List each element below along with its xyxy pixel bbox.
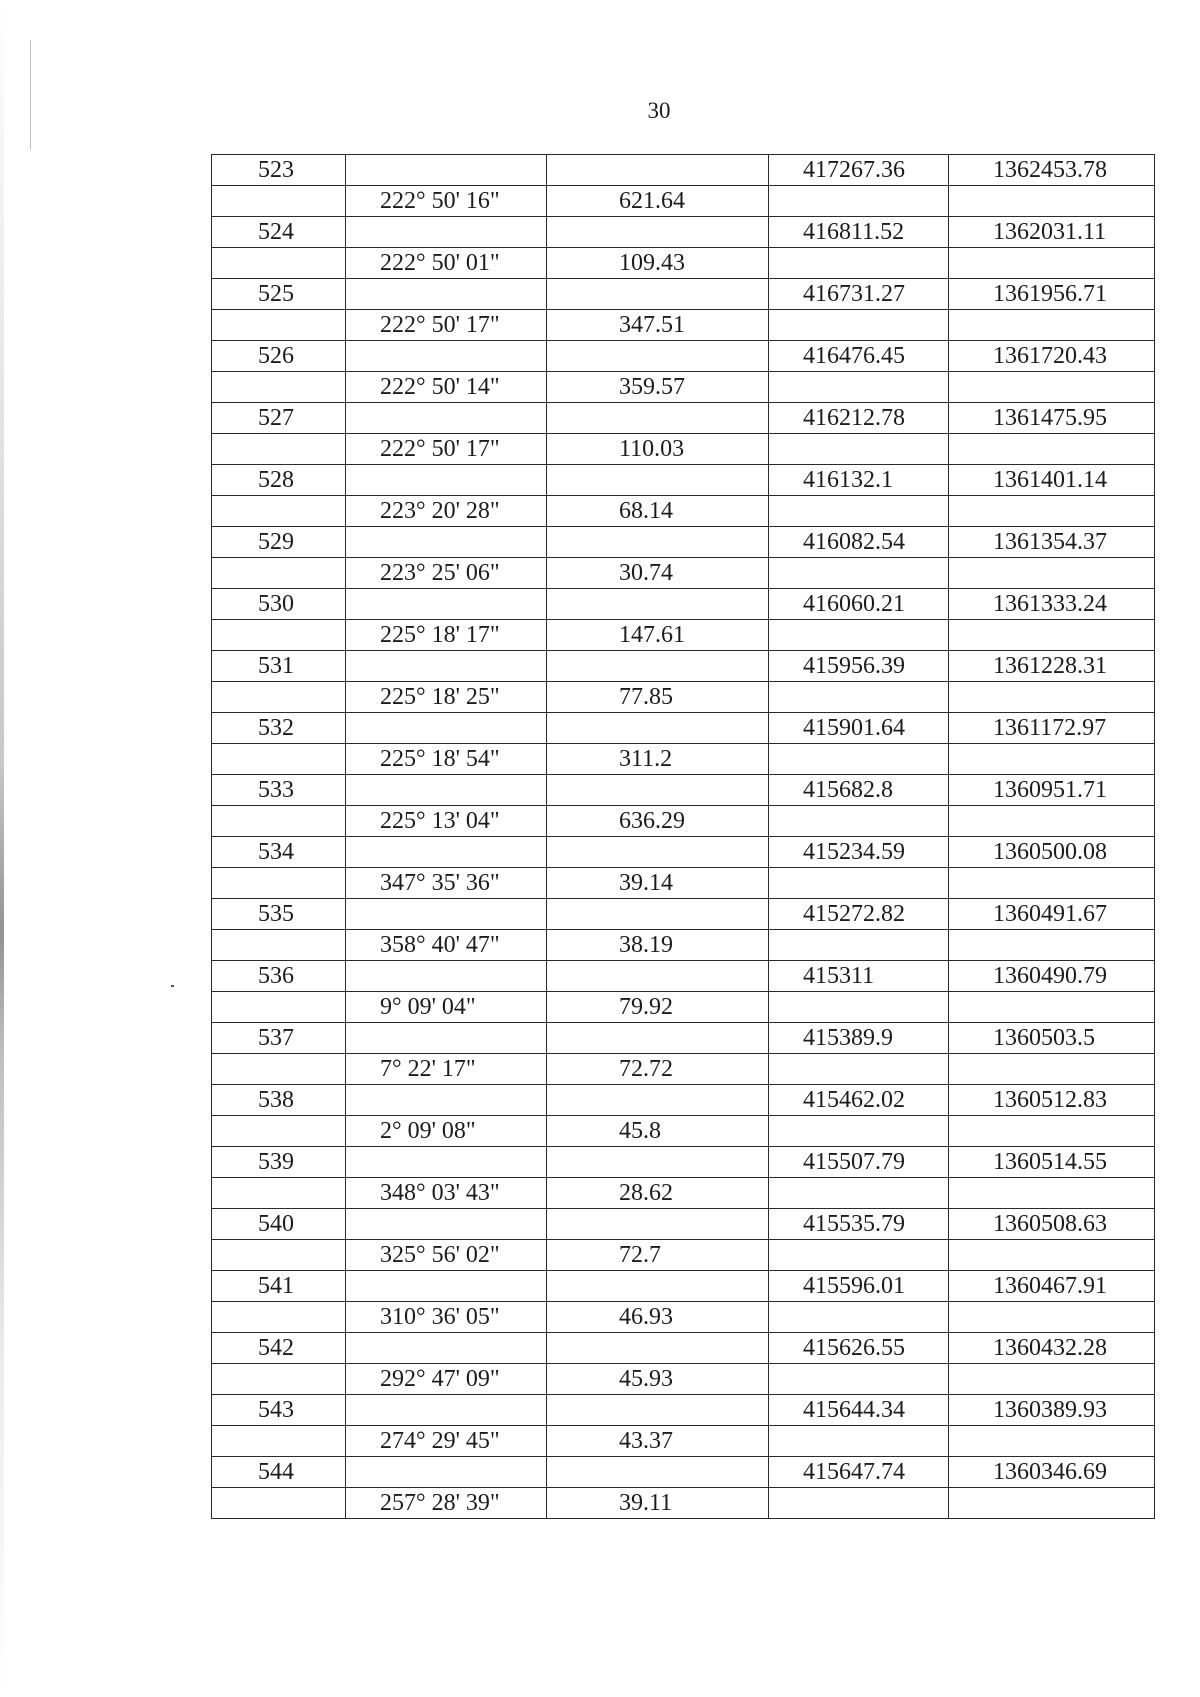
bearing-value: 222° 50' 14"	[346, 372, 547, 403]
easting-value: 1362453.78	[949, 155, 1155, 186]
empty-cell	[212, 1116, 346, 1147]
course-row	[212, 1178, 1155, 1209]
distance-value: 43.37	[547, 1426, 769, 1457]
station-number: 524	[212, 217, 346, 248]
station-number: 528	[212, 465, 346, 496]
easting-value: 1360514.55	[949, 1147, 1155, 1178]
station-number: 525	[212, 279, 346, 310]
distance-value: 46.93	[547, 1302, 769, 1333]
survey-coordinates-table	[211, 154, 1155, 1519]
empty-cell	[949, 186, 1155, 217]
empty-cell	[547, 1209, 769, 1240]
easting-value: 1360951.71	[949, 775, 1155, 806]
empty-cell	[949, 868, 1155, 899]
empty-cell	[547, 961, 769, 992]
course-row	[212, 496, 1155, 527]
course-row	[212, 248, 1155, 279]
empty-cell	[547, 341, 769, 372]
bearing-value: 325° 56' 02"	[346, 1240, 547, 1271]
empty-cell	[346, 465, 547, 496]
empty-cell	[212, 806, 346, 837]
course-row	[212, 868, 1155, 899]
empty-cell	[346, 1333, 547, 1364]
station-row	[212, 775, 1155, 806]
easting-value: 1362031.11	[949, 217, 1155, 248]
northing-value: 416731.27	[769, 279, 949, 310]
station-row	[212, 341, 1155, 372]
easting-value: 1361475.95	[949, 403, 1155, 434]
empty-cell	[547, 279, 769, 310]
empty-cell	[346, 403, 547, 434]
empty-cell	[949, 744, 1155, 775]
page-number: 30	[647, 98, 671, 123]
course-row	[212, 1302, 1155, 1333]
empty-cell	[346, 837, 547, 868]
empty-cell	[547, 403, 769, 434]
course-row	[212, 806, 1155, 837]
empty-cell	[769, 186, 949, 217]
distance-value: 72.72	[547, 1054, 769, 1085]
station-row	[212, 1333, 1155, 1364]
empty-cell	[212, 620, 346, 651]
bearing-value: 223° 25' 06"	[346, 558, 547, 589]
empty-cell	[346, 1085, 547, 1116]
distance-value: 621.64	[547, 186, 769, 217]
empty-cell	[346, 1147, 547, 1178]
easting-value: 1360389.93	[949, 1395, 1155, 1426]
empty-cell	[769, 434, 949, 465]
northing-value: 416060.21	[769, 589, 949, 620]
course-row	[212, 930, 1155, 961]
empty-cell	[346, 651, 547, 682]
empty-cell	[346, 775, 547, 806]
bearing-value: 348° 03' 43"	[346, 1178, 547, 1209]
easting-value: 1361401.14	[949, 465, 1155, 496]
empty-cell	[547, 1271, 769, 1302]
empty-cell	[547, 775, 769, 806]
scan-mark	[30, 40, 31, 150]
course-row	[212, 1426, 1155, 1457]
station-row	[212, 961, 1155, 992]
distance-value: 347.51	[547, 310, 769, 341]
empty-cell	[346, 217, 547, 248]
station-row	[212, 1209, 1155, 1240]
empty-cell	[212, 310, 346, 341]
empty-cell	[949, 682, 1155, 713]
course-row	[212, 372, 1155, 403]
empty-cell	[547, 1147, 769, 1178]
empty-cell	[769, 1302, 949, 1333]
station-row	[212, 1085, 1155, 1116]
empty-cell	[346, 155, 547, 186]
course-row	[212, 992, 1155, 1023]
scan-edge-shadow	[0, 0, 4, 1697]
empty-cell	[949, 434, 1155, 465]
empty-cell	[346, 589, 547, 620]
distance-value: 45.8	[547, 1116, 769, 1147]
empty-cell	[769, 496, 949, 527]
empty-cell	[212, 1178, 346, 1209]
empty-cell	[547, 1395, 769, 1426]
empty-cell	[212, 868, 346, 899]
station-row	[212, 217, 1155, 248]
station-row	[212, 1023, 1155, 1054]
northing-value: 415389.9	[769, 1023, 949, 1054]
empty-cell	[949, 496, 1155, 527]
distance-value: 39.14	[547, 868, 769, 899]
empty-cell	[346, 1457, 547, 1488]
empty-cell	[212, 434, 346, 465]
empty-cell	[346, 341, 547, 372]
northing-value: 416082.54	[769, 527, 949, 558]
bearing-value: 222° 50' 17"	[346, 434, 547, 465]
empty-cell	[547, 589, 769, 620]
empty-cell	[949, 806, 1155, 837]
distance-value: 109.43	[547, 248, 769, 279]
bearing-value: 225° 18' 17"	[346, 620, 547, 651]
station-row	[212, 1271, 1155, 1302]
northing-value: 415644.34	[769, 1395, 949, 1426]
course-row	[212, 310, 1155, 341]
station-row	[212, 527, 1155, 558]
empty-cell	[212, 1364, 346, 1395]
empty-cell	[949, 372, 1155, 403]
easting-value: 1360500.08	[949, 837, 1155, 868]
course-row	[212, 1116, 1155, 1147]
empty-cell	[769, 1426, 949, 1457]
empty-cell	[949, 1302, 1155, 1333]
bearing-value: 358° 40' 47"	[346, 930, 547, 961]
northing-value: 415311	[769, 961, 949, 992]
station-number: 541	[212, 1271, 346, 1302]
easting-value: 1361228.31	[949, 651, 1155, 682]
northing-value: 415682.8	[769, 775, 949, 806]
course-row	[212, 1054, 1155, 1085]
empty-cell	[769, 1116, 949, 1147]
station-number: 542	[212, 1333, 346, 1364]
course-row	[212, 1364, 1155, 1395]
northing-value: 415626.55	[769, 1333, 949, 1364]
empty-cell	[769, 310, 949, 341]
easting-value: 1361172.97	[949, 713, 1155, 744]
easting-value: 1360346.69	[949, 1457, 1155, 1488]
station-row	[212, 1395, 1155, 1426]
easting-value: 1360512.83	[949, 1085, 1155, 1116]
station-row	[212, 1457, 1155, 1488]
empty-cell	[769, 1054, 949, 1085]
station-number: 540	[212, 1209, 346, 1240]
station-number: 538	[212, 1085, 346, 1116]
bearing-value: 2° 09' 08"	[346, 1116, 547, 1147]
empty-cell	[769, 992, 949, 1023]
empty-cell	[346, 1271, 547, 1302]
station-number: 523	[212, 155, 346, 186]
empty-cell	[949, 310, 1155, 341]
empty-cell	[212, 558, 346, 589]
station-row	[212, 279, 1155, 310]
station-number: 533	[212, 775, 346, 806]
station-number: 543	[212, 1395, 346, 1426]
empty-cell	[547, 527, 769, 558]
distance-value: 68.14	[547, 496, 769, 527]
course-row	[212, 558, 1155, 589]
northing-value: 416476.45	[769, 341, 949, 372]
station-number: 536	[212, 961, 346, 992]
empty-cell	[949, 992, 1155, 1023]
station-number: 534	[212, 837, 346, 868]
easting-value: 1360467.91	[949, 1271, 1155, 1302]
empty-cell	[949, 1116, 1155, 1147]
empty-cell	[949, 248, 1155, 279]
empty-cell	[949, 1426, 1155, 1457]
empty-cell	[212, 1426, 346, 1457]
empty-cell	[212, 1488, 346, 1519]
station-row	[212, 713, 1155, 744]
northing-value: 415272.82	[769, 899, 949, 930]
empty-cell	[949, 1364, 1155, 1395]
course-row	[212, 434, 1155, 465]
empty-cell	[212, 248, 346, 279]
empty-cell	[949, 930, 1155, 961]
station-row	[212, 465, 1155, 496]
empty-cell	[769, 248, 949, 279]
empty-cell	[547, 155, 769, 186]
empty-cell	[346, 1209, 547, 1240]
station-number: 539	[212, 1147, 346, 1178]
northing-value: 417267.36	[769, 155, 949, 186]
empty-cell	[769, 1178, 949, 1209]
empty-cell	[212, 744, 346, 775]
station-row	[212, 1147, 1155, 1178]
distance-value: 38.19	[547, 930, 769, 961]
empty-cell	[346, 961, 547, 992]
empty-cell	[547, 1085, 769, 1116]
station-number: 537	[212, 1023, 346, 1054]
bearing-value: 9° 09' 04"	[346, 992, 547, 1023]
empty-cell	[547, 651, 769, 682]
bearing-value: 222° 50' 17"	[346, 310, 547, 341]
distance-value: 28.62	[547, 1178, 769, 1209]
easting-value: 1361720.43	[949, 341, 1155, 372]
scan-speck	[171, 985, 174, 987]
empty-cell	[547, 899, 769, 930]
easting-value: 1360490.79	[949, 961, 1155, 992]
station-number: 532	[212, 713, 346, 744]
empty-cell	[547, 1023, 769, 1054]
empty-cell	[212, 1054, 346, 1085]
table-body	[212, 155, 1155, 1519]
empty-cell	[949, 1240, 1155, 1271]
empty-cell	[346, 1395, 547, 1426]
empty-cell	[769, 620, 949, 651]
distance-value: 77.85	[547, 682, 769, 713]
empty-cell	[346, 713, 547, 744]
bearing-value: 225° 18' 54"	[346, 744, 547, 775]
empty-cell	[949, 1488, 1155, 1519]
empty-cell	[949, 1054, 1155, 1085]
easting-value: 1361956.71	[949, 279, 1155, 310]
station-number: 530	[212, 589, 346, 620]
empty-cell	[346, 899, 547, 930]
empty-cell	[769, 1488, 949, 1519]
distance-value: 72.7	[547, 1240, 769, 1271]
station-row	[212, 651, 1155, 682]
empty-cell	[346, 1023, 547, 1054]
easting-value: 1361354.37	[949, 527, 1155, 558]
station-number: 526	[212, 341, 346, 372]
empty-cell	[212, 682, 346, 713]
northing-value: 415507.79	[769, 1147, 949, 1178]
distance-value: 311.2	[547, 744, 769, 775]
distance-value: 147.61	[547, 620, 769, 651]
northing-value: 416132.1	[769, 465, 949, 496]
course-row	[212, 620, 1155, 651]
empty-cell	[547, 217, 769, 248]
bearing-value: 274° 29' 45"	[346, 1426, 547, 1457]
empty-cell	[949, 620, 1155, 651]
bearing-value: 292° 47' 09"	[346, 1364, 547, 1395]
empty-cell	[547, 1333, 769, 1364]
course-row	[212, 186, 1155, 217]
distance-value: 636.29	[547, 806, 769, 837]
station-number: 535	[212, 899, 346, 930]
station-row	[212, 899, 1155, 930]
northing-value: 415901.64	[769, 713, 949, 744]
bearing-value: 222° 50' 16"	[346, 186, 547, 217]
empty-cell	[212, 930, 346, 961]
empty-cell	[769, 682, 949, 713]
distance-value: 359.57	[547, 372, 769, 403]
station-row	[212, 155, 1155, 186]
station-row	[212, 837, 1155, 868]
bearing-value: 225° 13' 04"	[346, 806, 547, 837]
course-row	[212, 682, 1155, 713]
distance-value: 45.93	[547, 1364, 769, 1395]
course-row	[212, 1240, 1155, 1271]
distance-value: 30.74	[547, 558, 769, 589]
empty-cell	[212, 186, 346, 217]
northing-value: 415234.59	[769, 837, 949, 868]
easting-value: 1361333.24	[949, 589, 1155, 620]
northing-value: 416811.52	[769, 217, 949, 248]
empty-cell	[547, 465, 769, 496]
bearing-value: 7° 22' 17"	[346, 1054, 547, 1085]
course-row	[212, 1488, 1155, 1519]
empty-cell	[769, 558, 949, 589]
empty-cell	[346, 527, 547, 558]
easting-value: 1360508.63	[949, 1209, 1155, 1240]
station-number: 527	[212, 403, 346, 434]
course-row	[212, 744, 1155, 775]
empty-cell	[769, 868, 949, 899]
empty-cell	[346, 279, 547, 310]
bearing-value: 257° 28' 39"	[346, 1488, 547, 1519]
bearing-value: 347° 35' 36"	[346, 868, 547, 899]
northing-value: 415596.01	[769, 1271, 949, 1302]
bearing-value: 222° 50' 01"	[346, 248, 547, 279]
station-number: 529	[212, 527, 346, 558]
station-number: 544	[212, 1457, 346, 1488]
northing-value: 415647.74	[769, 1457, 949, 1488]
northing-value: 415535.79	[769, 1209, 949, 1240]
distance-value: 110.03	[547, 434, 769, 465]
easting-value: 1360432.28	[949, 1333, 1155, 1364]
northing-value: 416212.78	[769, 403, 949, 434]
bearing-value: 223° 20' 28"	[346, 496, 547, 527]
station-row	[212, 589, 1155, 620]
empty-cell	[769, 930, 949, 961]
empty-cell	[769, 372, 949, 403]
empty-cell	[212, 1302, 346, 1333]
bearing-value: 310° 36' 05"	[346, 1302, 547, 1333]
empty-cell	[769, 1240, 949, 1271]
easting-value: 1360503.5	[949, 1023, 1155, 1054]
bearing-value: 225° 18' 25"	[346, 682, 547, 713]
station-row	[212, 403, 1155, 434]
empty-cell	[769, 1364, 949, 1395]
empty-cell	[547, 1457, 769, 1488]
empty-cell	[212, 992, 346, 1023]
empty-cell	[769, 744, 949, 775]
distance-value: 39.11	[547, 1488, 769, 1519]
empty-cell	[769, 806, 949, 837]
empty-cell	[212, 496, 346, 527]
northing-value: 415956.39	[769, 651, 949, 682]
empty-cell	[949, 558, 1155, 589]
empty-cell	[212, 1240, 346, 1271]
station-number: 531	[212, 651, 346, 682]
empty-cell	[547, 713, 769, 744]
empty-cell	[547, 837, 769, 868]
empty-cell	[949, 1178, 1155, 1209]
northing-value: 415462.02	[769, 1085, 949, 1116]
distance-value: 79.92	[547, 992, 769, 1023]
easting-value: 1360491.67	[949, 899, 1155, 930]
empty-cell	[212, 372, 346, 403]
